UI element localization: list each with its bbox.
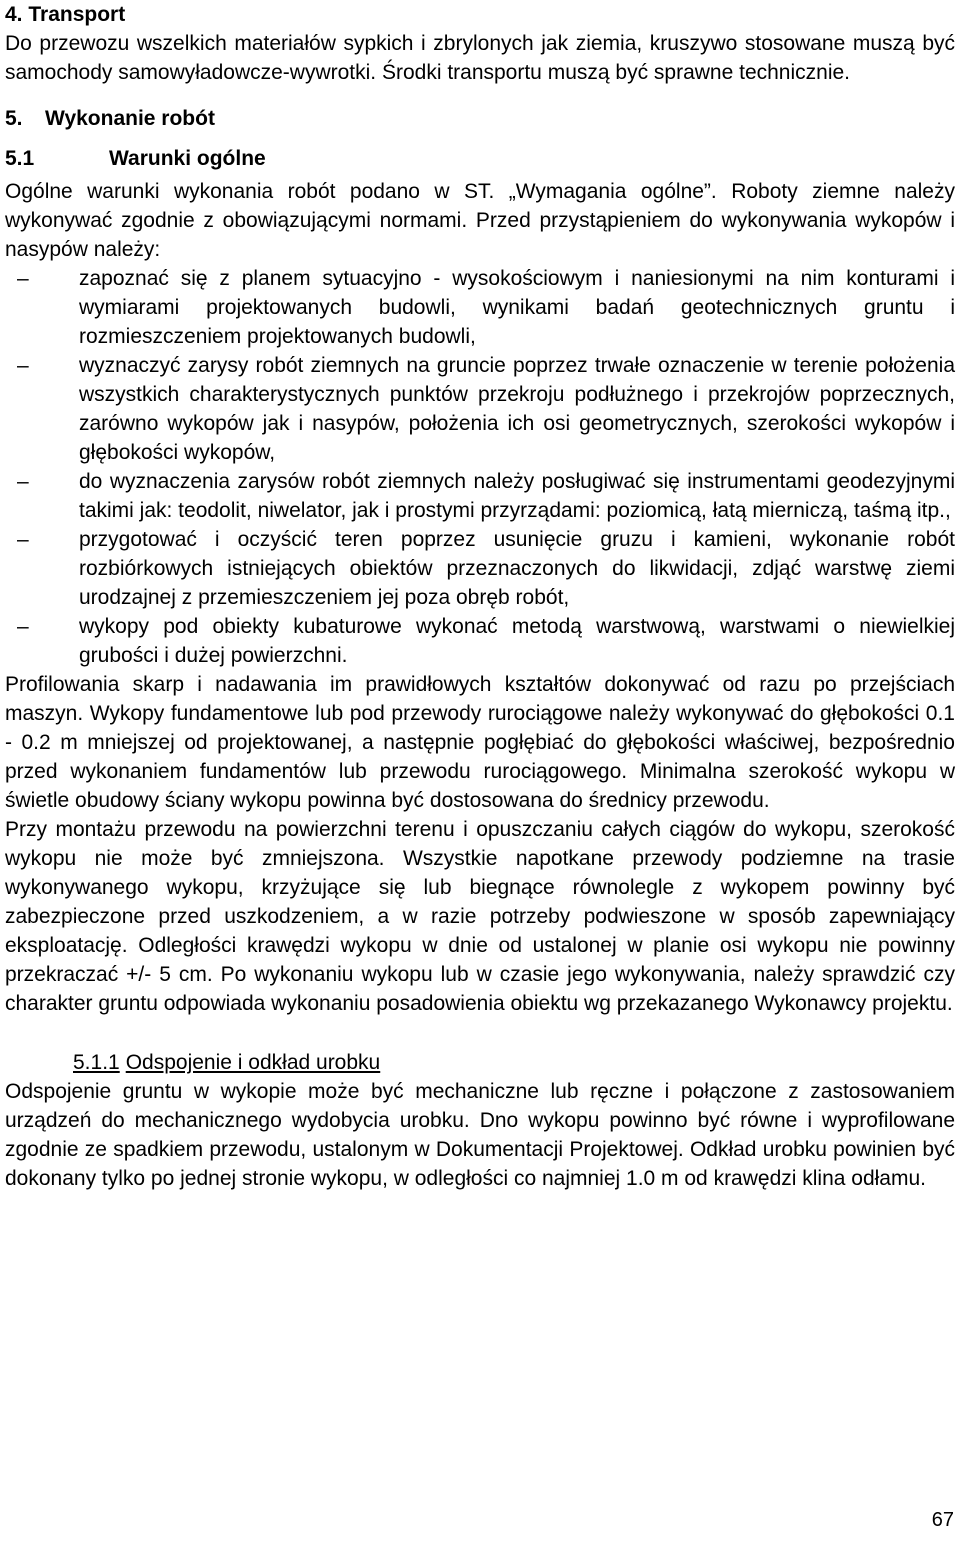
list-item xyxy=(5,525,955,612)
section-4-paragraph: Do przewozu wszelkich materiałów sypkich i zbrylonych jak ziemia, kruszywo stosowane muszą być samochody samowyładowcze-wywrotki. Środki transportu muszą być sprawne technicznie. xyxy=(5,32,955,84)
list-item xyxy=(5,612,955,670)
section-5-1-paragraph-3: Przy montażu przewodu na powierzchni terenu i opuszczaniu całych ciągów do wykopu, szerokość wykopu nie może być zmniejszona. Wszystkie napotkane przewody podziemne na trasie wykonywanego wykopu, krzyżujące się lub biegnące równolegle z wykopem powinny być zabezpieczone przed uszkodzeniem, a w razie potrzeby podwieszone w sposób zapewniający eksploatację. Odległości krawędzi wykopu w dnie od ustalonej w planie osi wykopu nie powinny przekraczać +/- 5 cm. Po wykonaniu wykopu lub w czasie jego wykonywania, należy sprawdzić czy charakter gruntu odpowiada wykonaniu posadowienia obiektu wg przekazanego Wykonawcy projektu. xyxy=(5,818,955,1015)
list-item-text: wyznaczyć zarysy robót ziemnych na gruncie poprzez trwałe oznaczenie w terenie położenia wszystkich charakterystycznych punktów przekroju podłużnego i przekrojów poprzecznych, zarówno wykopów jak i nasypów, położenia ich osi geometrycznych, szerokości wykopów i głębokości wykopów, xyxy=(79,354,955,464)
section-5-1-1-number: 5.1.1 xyxy=(73,1051,120,1074)
list-item xyxy=(5,351,955,467)
list-item xyxy=(5,467,955,525)
list-item xyxy=(5,264,955,351)
section-5-1-1-paragraph: Odspojenie gruntu w wykopie może być mechaniczne lub ręczne i połączone z zastosowaniem urządzeń do mechanicznego wydobycia urobku. Dno wykopu powinno być równe i wyprofilowane zgodnie ze spadkiem przewodu, ustalonym w Dokumentacji Projektowej. Odkład urobku powinien być dokonany tylko po jednej stronie wykopu, w odległości co najmniej 1.0 m od krawędzi klina odłamu. xyxy=(5,1080,955,1190)
list-dash-marker: – xyxy=(17,354,29,377)
page-number: 67 xyxy=(931,1509,954,1531)
list-dash-marker: – xyxy=(17,615,29,638)
section-5-1-heading xyxy=(5,144,955,173)
list-dash-marker: – xyxy=(17,528,29,551)
section-4-heading: 4. Transport xyxy=(5,3,126,26)
section-5-1-number: 5.1 xyxy=(5,147,35,170)
document-page xyxy=(5,0,955,1193)
list-item-text: zapoznać się z planem sytuacyjno - wysokościowym i naniesionymi na nim konturami i wymiarami projektowanych budowli, wynikami badań geotechnicznych gruntu i rozmieszczeniem projektowanych budowli, xyxy=(79,267,955,348)
section-5-1-intro: Ogólne warunki wykonania robót podano w ST. „Wymagania ogólne”. Roboty ziemne należy wykonywać zgodnie z obowiązującymi normami. Przed przystąpieniem do wykonywania wykopów i nasypów należy: xyxy=(5,180,955,261)
section-5-1-title: Warunki ogólne xyxy=(109,147,266,170)
section-5-1-1-title: Odspojenie i odkład urobku xyxy=(125,1051,381,1074)
list-dash-marker: – xyxy=(17,267,29,290)
list-item-text: wykopy pod obiekty kubaturowe wykonać metodą warstwową, warstwami o niewielkiej grubości i dużej powierzchni. xyxy=(79,615,955,667)
list-item-text: do wyznaczenia zarysów robót ziemnych należy posługiwać się instrumentami geodezyjnymi takimi jak: teodolit, niwelator, jak i prostymi przyrządami: poziomicą, łatą mierniczą, taśmą itp., xyxy=(79,470,955,522)
section-5-heading xyxy=(5,104,955,133)
list-dash-marker: – xyxy=(17,470,29,493)
section-5-title: Wykonanie robót xyxy=(45,107,215,130)
section-5-1-paragraph-2: Profilowania skarp i nadawania im prawidłowych kształtów dokonywać od razu po przejściach maszyn. Wykopy fundamentowe lub pod przewody rurociągowe należy wykonywać do głębokości 0.1 - 0.2 m mniejszej od projektowanej, a następnie pogłębiać do głębokości właściwej, bezpośrednio przed wykonaniem fundamentów lub przewodu rurociągowego. Minimalna szerokość wykopu w świetle obudowy ściany wykopu powinna być dostosowana do średnicy przewodu. xyxy=(5,673,955,812)
section-5-1-1-heading xyxy=(73,1048,955,1077)
section-5-number: 5. xyxy=(5,107,23,130)
requirements-list xyxy=(5,264,955,670)
list-item-text: przygotować i oczyścić teren poprzez usunięcie gruzu i kamieni, wykonanie robót rozbiórkowych istniejących obiektów przeznaczonych do likwidacji, zdjąć warstwę ziemi urodzajnej z przemieszczeniem jej poza obręb robót, xyxy=(79,528,955,609)
